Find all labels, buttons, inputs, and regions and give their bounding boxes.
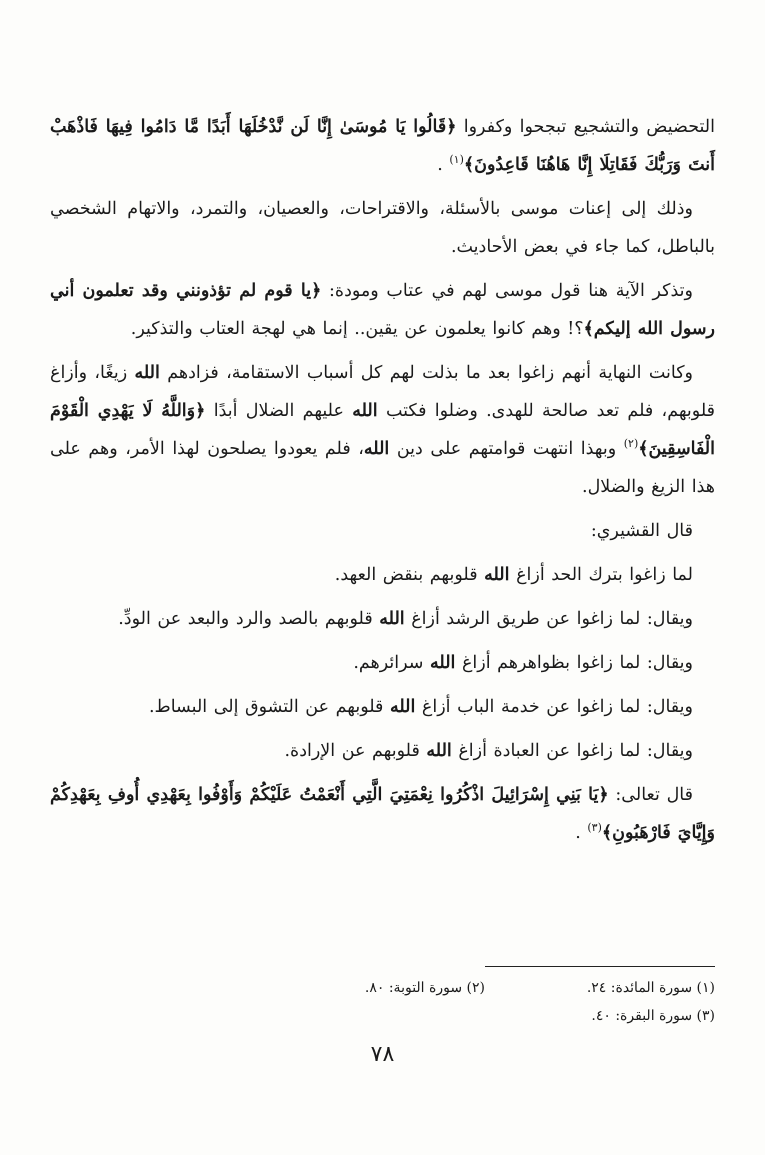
- body-text: قال تعالى:: [608, 785, 693, 805]
- body-text: عليهم الضلال أبدًا: [205, 401, 353, 421]
- body-text: قلوبهم بالصد والرد والبعد عن الودِّ.: [118, 609, 380, 629]
- paragraph: [50, 776, 715, 852]
- body-text: سرائرهم.: [353, 653, 431, 673]
- quoted-text: ﴿يَا بَنِي إِسْرَائِيلَ اذْكُرُوا نِعْمَتِيَ الَّتِي أَنْعَمْتُ عَلَيْكُمْ وَأَوْفُوا بِعَهْدِي أُوفِ بِعَهْدِكُمْ وَإِيَّايَ فَارْهَبُونِ﴾: [50, 785, 715, 843]
- quoted-text: الله: [352, 401, 378, 421]
- body-text: لما زاغوا بترك الحد أزاغ: [509, 565, 693, 585]
- body-text: ويقال: لما زاغوا بظواهرهم أزاغ: [455, 653, 693, 673]
- body-text: وبهذا انتهت قوامتهم على دين: [389, 439, 624, 459]
- paragraph: [50, 688, 715, 726]
- quoted-text: الله: [389, 697, 416, 717]
- footnote-ref: (٣): [587, 821, 602, 835]
- body-text: ويقال: لما زاغوا عن طريق الرشد أزاغ: [404, 609, 693, 629]
- body-text: ويقال: لما زاغوا عن خدمة الباب أزاغ: [415, 697, 693, 717]
- quoted-text: الله: [430, 653, 456, 673]
- footnote-1: (١) سورة المائدة: ٢٤.: [586, 980, 715, 996]
- footnote-divider: [485, 966, 715, 967]
- body-text: ، فلم يعودوا يصلحون لهذا الأمر، وهم على هذا الزيغ والضلال.: [50, 439, 715, 497]
- paragraph: [50, 600, 715, 638]
- body-text: ويقال: لما زاغوا عن العبادة أزاغ: [451, 741, 693, 761]
- body-text: .: [437, 155, 450, 175]
- footnote-2: (٢) سورة التوبة: ٨٠.: [364, 980, 485, 996]
- paragraph: [50, 190, 715, 266]
- paragraph: [50, 512, 715, 550]
- body-text: زيغًا، وأزاغ قلوبهم، فلم تعد صالحة للهدى. وضلوا فكتب: [50, 363, 715, 421]
- quoted-text: ﴿وَاللَّهُ لَا يَهْدِي الْقَوْمَ الْفَاسِقِينَ﴾: [50, 401, 715, 459]
- page-number: ٧٨: [370, 1042, 395, 1067]
- quoted-text: الله: [363, 439, 390, 459]
- body-text: .: [575, 823, 588, 843]
- body-text: قال القشيري:: [590, 521, 693, 541]
- paragraph: [50, 354, 715, 506]
- footnote-row: [50, 1002, 715, 1030]
- footnote-ref: (١): [449, 153, 464, 167]
- quoted-text: ﴿يا قوم لم تؤذونني وقد تعلمون أني رسول الله إليكم﴾: [50, 281, 715, 339]
- body-text: قلوبهم بنقض العهد.: [334, 565, 485, 585]
- quoted-text: الله: [484, 565, 510, 585]
- paragraph: [50, 644, 715, 682]
- paragraph: [50, 556, 715, 594]
- quoted-text: ﴿قَالُوا يَا مُوسَىٰ إِنَّا لَن نَّدْخُلَهَا أَبَدًا مَّا دَامُوا فِيهَا فَاذْهَبْ أَنتَ وَرَبُّكَ فَقَاتِلَا إِنَّا هَاهُنَا قَاعِدُونَ﴾: [50, 117, 715, 175]
- quoted-text: الله: [134, 363, 160, 383]
- body-text: وكانت النهاية أنهم زاغوا بعد ما بذلت لهم كل أسباب الاستقامة، فزادهم: [159, 363, 694, 383]
- paragraph: [50, 108, 715, 184]
- footnote-3: (٣) سورة البقرة: ٤٠.: [591, 1008, 715, 1024]
- paragraph: [50, 732, 715, 770]
- page-body: [50, 108, 715, 858]
- body-text: وتذكر الآية هنا قول موسى لهم في عتاب ومودة:: [321, 281, 694, 301]
- footnote-row: [50, 974, 715, 1002]
- paragraph: [50, 272, 715, 348]
- footnote-ref: (٢): [623, 437, 639, 451]
- footnotes: [50, 974, 715, 1030]
- quoted-text: الله: [426, 741, 452, 761]
- quoted-text: الله: [379, 609, 405, 629]
- body-text: قلوبهم عن التشوق إلى البساط.: [148, 697, 390, 717]
- body-text: وذلك إلى إعنات موسى بالأسئلة، والاقتراحات، والعصيان، والتمرد، والاتهام الشخصي بالباطل، كما جاء في بعض الأحاديث.: [50, 199, 715, 257]
- body-text: قلوبهم عن الإرادة.: [284, 741, 427, 761]
- body-text: التحضيض والتشجيع تبجحوا وكفروا: [456, 117, 715, 137]
- body-text: ؟! وهم كانوا يعلمون عن يقين.. إنما هي لهجة العتاب والتذكير.: [130, 319, 584, 339]
